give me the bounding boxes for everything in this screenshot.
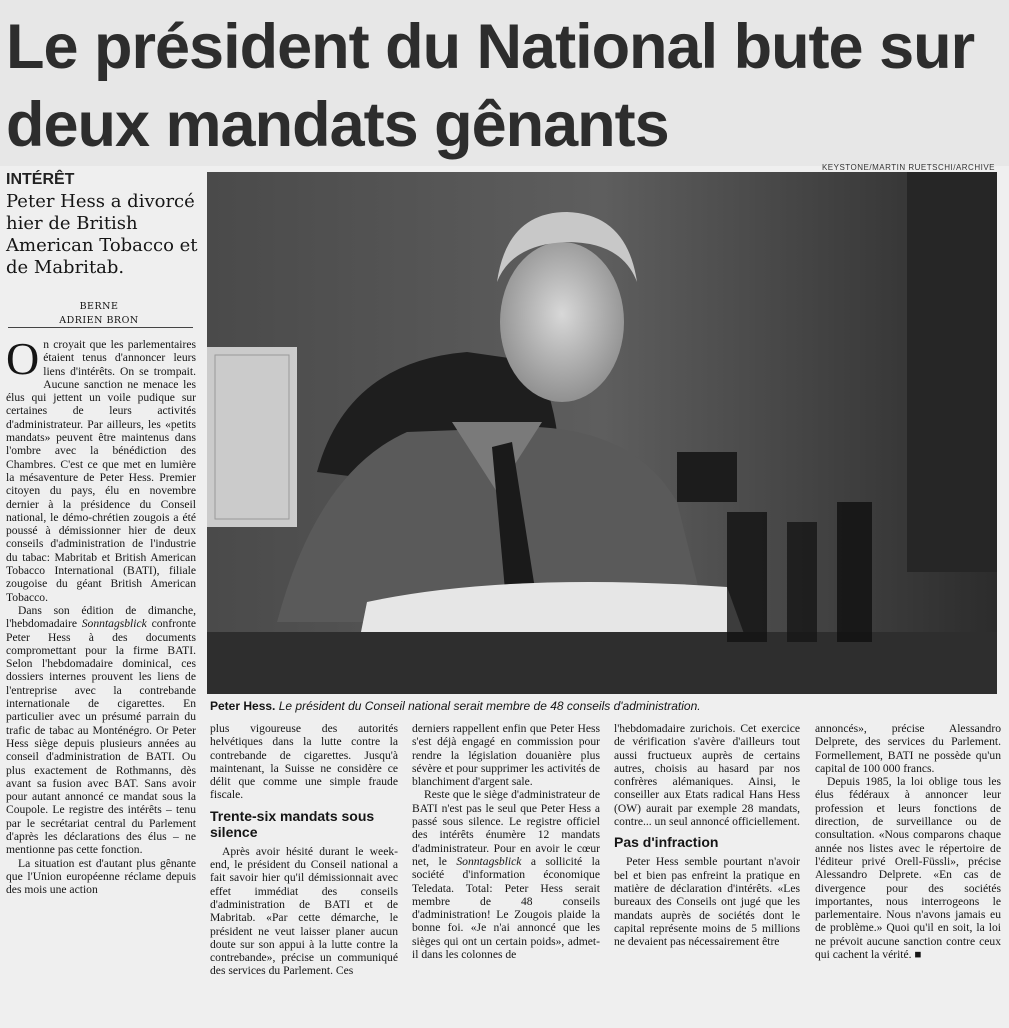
dateline-block <box>6 300 192 328</box>
rubric: INTÉRÊT <box>6 171 75 188</box>
subhead: Pas d'infraction <box>614 834 719 851</box>
article-column-2 <box>210 722 398 978</box>
paragraph: Depuis 1985, la loi oblige tous les élus fédéraux à annoncer leur profession et leurs fonctions de direction, de surveillance ou de consultation. «Nous comparons chaque année nos listes avec le répertoire de l'éditeur privé Orell-Füssli», précise Alessandro Delprete. «En cas de divergence pour des sociétés importantes, nous interrogeons le parlementaire. Nous n'avons jamais eu de problème.» Quoi qu'il en soit, la loi ne prévoit aucune sanction contre ceux qui cachent la vérité. ■ <box>815 775 1001 962</box>
photo-credit: KEYSTONE/MARTIN RUETSCHI/ARCHIVE <box>821 163 995 172</box>
article-column-3 <box>412 722 600 961</box>
lede: Peter Hess a divorcé hier de British American Tobacco et de Mabritab. <box>6 191 198 278</box>
byline: ADRIEN BRON <box>59 315 139 326</box>
article-column-1 <box>6 333 196 897</box>
paragraph: La situation est d'autant plus gênante que l'Union européenne réclame depuis des mois une action <box>6 856 196 897</box>
newspaper-name: Sonntagsblick <box>456 854 522 868</box>
paragraph <box>6 333 196 604</box>
newspaper-name: Sonntagsblick <box>81 617 147 631</box>
article-column-4 <box>614 722 800 948</box>
photo-illustration <box>207 172 997 694</box>
article-photo <box>207 172 997 694</box>
dateline: BERNE <box>79 301 119 312</box>
paragraph-text: a sollicité la société d'information économique Teledata. Total: Peter Hess serait membre de 48 conseils d'administration! Le Zougois plaide la bonne foi. «Je n'ai annoncé que les sièges qui ont un certain poids», admet-il dans les colonnes de <box>412 854 601 962</box>
subhead: Trente-six mandats sous silence <box>210 807 375 840</box>
photo-caption <box>210 699 1000 713</box>
paragraph: annoncés», précise Alessandro Delprete, des services du Parlement. Formellement, BATI ne possède qu'un capital de 100 000 francs. <box>815 722 1001 775</box>
paragraph: derniers rappellent enfin que Peter Hess s'est déjà engagé en commission pour rendre la législation douanière plus sévère et pour supprimer les activités de blanchiment d'argent sale. <box>412 722 600 789</box>
caption-name: Peter Hess. <box>210 699 276 713</box>
paragraph-text: n croyait que les parlementaires étaient tenus d'annoncer leurs liens d'intérêts. On se trompait. Aucune sanction ne menace les élus qui jettent un voile pudique sur certaines de leurs activités d'administrateur. Par ailleurs, les «petits mandats» peuvent être maintenus dans l'ombre avec la bénédiction des Chambres. C'est ce que met en lumière la mésaventure de Peter Hess. Premier citoyen du pays, élu en novembre dernier à la présidence du Conseil national, le démo-chrétien zougois a été poussé à démissionner hier de deux conseils d'administration de l'industrie du tabac: Mabritab et British American Tobacco International (BATI), filiale zougoise du géant British American Tobacco. <box>6 338 196 604</box>
paragraph <box>6 604 196 857</box>
byline-divider <box>8 327 193 328</box>
drop-cap: O <box>6 333 40 384</box>
article-column-5 <box>815 722 1001 961</box>
paragraph: plus vigoureuse des autorités helvétiques dans la lutte contre la contrebande de cigarettes. Jusqu'à maintenant, la Suisse ne considère ce délit que comme une simple fraude fiscale. <box>210 722 398 802</box>
headline: Le président du National bute sur deux mandats gênants <box>6 12 975 160</box>
paragraph: Peter Hess semble pourtant n'avoir bel et bien pas enfreint la pratique en matière de déclaration d'intérêts. «Les bureaux des Conseils ont jugé que les mandats auprès de sociétés dont le capital représente moins de 5 millions ne devaient pas nécessairement être <box>614 855 800 949</box>
paragraph-text: Dans son édition de dimanche, l'hebdomadaire <box>6 603 196 631</box>
headline-banner <box>0 0 1009 166</box>
paragraph-text: confronte Peter Hess à des documents compromettant pour la firme BATI. Selon l'hebdomadaire dominical, ces dossiers internes prouvent les liens de l'entreprise avec la contrebande internationale de cigarettes. En particulier avec un présumé parrain du trafic de tabac au Monténégro. Or Peter Hess siège depuis plusieurs années au conseil d'administration de BATI. Ou plus exactement de Rothmanns, dès avant sa fusion avec BAT. Sans avoir pour autant annoncé ce mandat sous la Coupole. Le registre des intérêts – tenu par le secrétariat central du Parlement d'après les déclarations des élus – ne mentionne pas cette fonction. <box>6 617 196 857</box>
paragraph-text: Reste que le siège d'administrateur de BATI n'est pas le seul que Peter Hess a passé sous silence. Le registre officiel des intérêts énumère 12 mandats d'administrateur. Pour en avoir le cœur net, le <box>412 788 600 868</box>
paragraph <box>412 788 600 961</box>
paragraph: l'hebdomadaire zurichois. Cet exercice de vérification s'avère d'ailleurs tout aussi fructueux auprès de certains autres, choisis au hasard par nos confrères alémaniques. Ainsi, le conseiller aux Etats radical Hans Hess (OW) aurait par exemple 28 mandats, contre... un seul annoncé officiellement. <box>614 722 800 829</box>
paragraph: Après avoir hésité durant le week-end, le président du Conseil national a fait savoir hier qu'il démissionnait avec effet immédiat des conseils d'administration de BATI et de Mabritab. «Par cette démarche, le président ne veut laisser planer aucun doute sur son appui à la lutte contre la contrebande», précise un communiqué des services du Parlement. Ces <box>210 844 398 978</box>
caption-text: Le président du Conseil national serait membre de 48 conseils d'administration. <box>278 699 701 713</box>
